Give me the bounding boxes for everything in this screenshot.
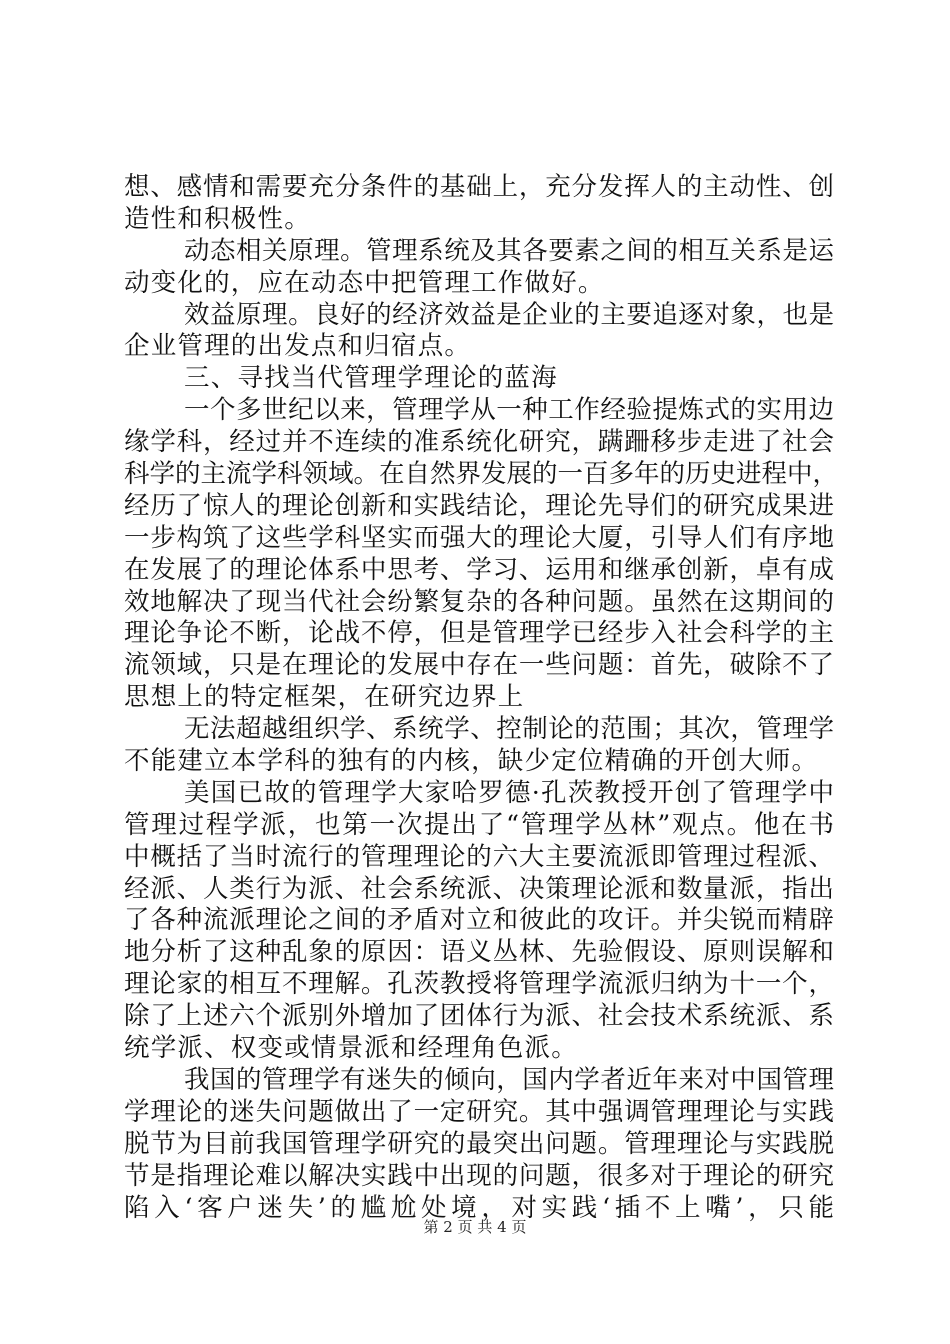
section-heading: 三、寻找当代管理学理论的蓝海 <box>184 363 558 394</box>
text-line: 经历了惊人的理论创新和实践结论，理论先导们的研究成果进 <box>124 490 834 521</box>
text-line: 在发展了的理论体系中思考、学习、运用和继承创新，卓有成 <box>124 554 834 585</box>
text-line: 经派、人类行为派、社会系统派、决策理论派和数量派，指出 <box>124 873 834 904</box>
text-line: 除了上述六个派别外增加了团体行为派、社会技术系统派、系 <box>124 1001 834 1032</box>
text-line: 节是指理论难以解决实践中出现的问题，很多对于理论的研究 <box>124 1160 834 1191</box>
page-number-footer: 第 2 页 共 4 页 <box>423 1218 527 1236</box>
text-line: 理论家的相互不理解。孔茨教授将管理学流派归纳为十一个， <box>124 969 834 1000</box>
text-line: 造性和积极性。 <box>124 203 311 234</box>
text-line: 我国的管理学有迷失的倾向，国内学者近年来对中国管理 <box>184 1064 834 1095</box>
text-line: 缘学科，经过并不连续的准系统化研究，蹒跚移步走进了社会 <box>124 427 834 458</box>
text-line: 学理论的迷失问题做出了一定研究。其中强调管理理论与实践 <box>124 1096 834 1127</box>
text-line: 陷入‘客户迷失’的尴尬处境，对实践‘插不上嘴’，只能 <box>124 1192 834 1223</box>
text-line: 不能建立本学科的独有的内核，缺少定位精确的开创大师。 <box>124 746 819 777</box>
text-line: 一步构筑了这些学科坚实而强大的理论大厦，引导人们有序地 <box>124 522 834 553</box>
text-line: 理论争论不断，论战不停，但是管理学已经步入社会科学的主 <box>124 618 834 649</box>
text-line: 效地解决了现当代社会纷繁复杂的各种问题。虽然在这期间的 <box>124 586 834 617</box>
text-line: 效益原理。良好的经济效益是企业的主要追逐对象，也是 <box>184 299 834 330</box>
text-line: 统学派、权变或情景派和经理角色派。 <box>124 1033 578 1064</box>
text-line: 管理过程学派，也第一次提出了“管理学丛林”观点。他在书 <box>124 809 834 840</box>
text-line: 中概括了当时流行的管理理论的六大主要流派即管理过程派、 <box>124 841 834 872</box>
text-line: 想、感情和需要充分条件的基础上，充分发挥人的主动性、创 <box>124 172 834 202</box>
text-line: 动态相关原理。管理系统及其各要素之间的相互关系是运 <box>184 235 834 266</box>
text-line: 科学的主流学科领域。在自然界发展的一百多年的历史进程中， <box>124 459 839 490</box>
text-line: 地分析了这种乱象的原因：语义丛林、先验假设、原则误解和 <box>124 937 834 968</box>
text-line: 了各种流派理论之间的矛盾对立和彼此的攻讦。并尖锐而精辟 <box>124 905 834 936</box>
text-line: 动变化的，应在动态中把管理工作做好。 <box>124 267 605 298</box>
text-line: 一个多世纪以来，管理学从一种工作经验提炼式的实用边 <box>184 395 834 426</box>
text-line: 企业管理的出发点和归宿点。 <box>124 331 472 362</box>
text-line: 美国已故的管理学大家哈罗德·孔茨教授开创了管理学中 <box>184 777 834 808</box>
text-line: 思想上的特定框架，在研究边界上 <box>124 682 525 713</box>
body-text <box>124 172 839 1224</box>
text-line: 流领域，只是在理论的发展中存在一些问题：首先，破除不了 <box>124 650 834 681</box>
text-line: 无法超越组织学、系统学、控制论的范围；其次，管理学 <box>184 714 834 745</box>
text-line: 脱节为目前我国管理学研究的最突出问题。管理理论与实践脱 <box>124 1128 834 1159</box>
